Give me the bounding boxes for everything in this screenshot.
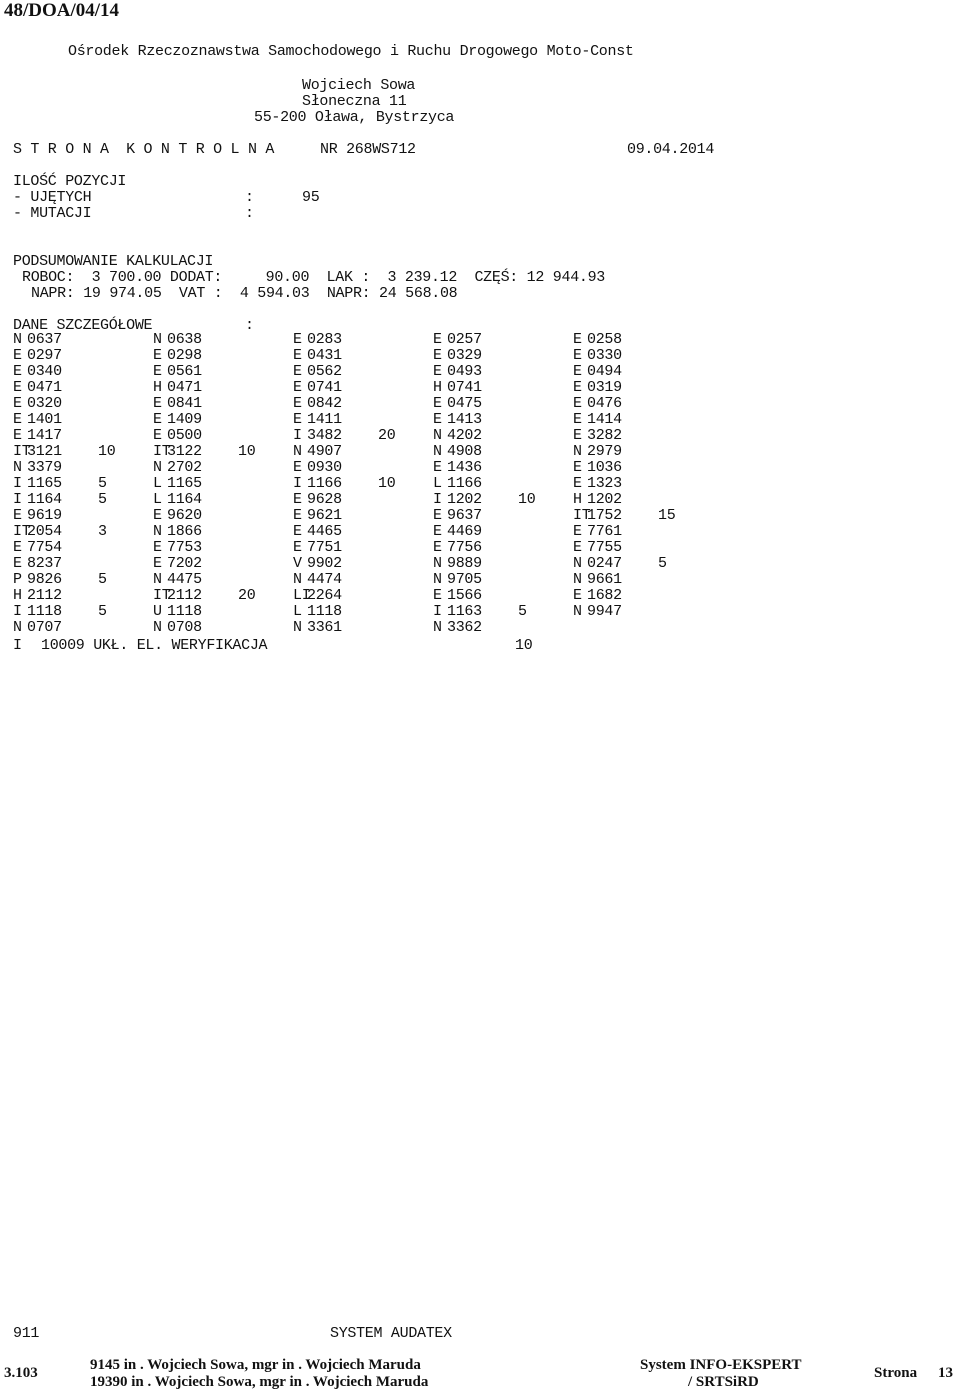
entry-number: 2702 [167, 459, 202, 476]
entry-number: 1409 [167, 411, 202, 428]
entry-number: 0471 [27, 379, 62, 396]
entry-code: E [433, 539, 442, 556]
entry-number: 4475 [167, 571, 202, 588]
entry-code: E [153, 395, 162, 412]
entry-number: 9889 [447, 555, 482, 572]
entry-qty: 3 [98, 523, 107, 540]
entry-code: E [153, 555, 162, 572]
entry-code: H [13, 587, 22, 604]
entry-code: E [153, 539, 162, 556]
owner-name: Wojciech Sowa [302, 77, 416, 94]
entry-number: 3379 [27, 459, 62, 476]
entry-qty: 5 [98, 475, 107, 492]
entry-code: E [573, 539, 582, 556]
version-number: 3.103 [4, 1365, 38, 1381]
entry-code: P [13, 571, 22, 588]
entry-code: N [433, 427, 442, 444]
entry-number: 1436 [447, 459, 482, 476]
entry-code: N [293, 443, 302, 460]
entry-code: E [13, 411, 22, 428]
entry-code: E [433, 411, 442, 428]
entry-code: E [573, 411, 582, 428]
entry-code: E [153, 507, 162, 524]
entry-code: E [573, 523, 582, 540]
entry-code: L [293, 603, 302, 620]
entry-number: 7753 [167, 539, 202, 556]
entry-number: 1413 [447, 411, 482, 428]
entry-code: N [13, 459, 22, 476]
entry-number: 7751 [307, 539, 342, 556]
entry-number: 2054 [27, 523, 62, 540]
entry-number: 0330 [587, 347, 622, 364]
entry-number: 0493 [447, 363, 482, 380]
entry-number: 0637 [27, 331, 62, 348]
entry-number: 0741 [447, 379, 482, 396]
entry-number: 2112 [167, 587, 202, 604]
entry-code: E [153, 427, 162, 444]
entry-number: 0258 [587, 331, 622, 348]
entry-code: V [293, 555, 302, 572]
entry-number: 2264 [307, 587, 342, 604]
entry-code: L [153, 475, 162, 492]
document-id: 48/DOA/04/14 [4, 0, 120, 21]
entry-number: 0320 [27, 395, 62, 412]
entry-number: 1202 [447, 491, 482, 508]
system-label: System INFO-EKSPERT [640, 1357, 802, 1373]
summary-heading: PODSUMOWANIE KALKULACJI [13, 253, 214, 270]
entry-number: 1566 [447, 587, 482, 604]
document-date: 09.04.2014 [627, 141, 715, 158]
entry-code: E [293, 363, 302, 380]
entry-number: 1682 [587, 587, 622, 604]
entry-code: N [433, 555, 442, 572]
entry-code: E [433, 459, 442, 476]
entry-code: IT [153, 587, 171, 604]
entry-number: 3362 [447, 619, 482, 636]
entry-code: L [433, 475, 442, 492]
entry-number: 1164 [167, 491, 202, 508]
entry-number: 2979 [587, 443, 622, 460]
entry-number: 9621 [307, 507, 342, 524]
entry-number: 1118 [27, 603, 62, 620]
entry-number: 0247 [587, 555, 622, 572]
positions-colon: : [245, 205, 254, 222]
owner-city: 55-200 Oława, Bystrzyca [254, 109, 455, 126]
system-label-sub: / SRTSiRD [688, 1374, 759, 1390]
entry-number: 3282 [587, 427, 622, 444]
entry-number: 0471 [167, 379, 202, 396]
entry-number: 1166 [447, 475, 482, 492]
entry-number: 0476 [587, 395, 622, 412]
entry-number: 0431 [307, 347, 342, 364]
page-label: Strona [874, 1365, 918, 1381]
positions-colon: : [245, 189, 254, 206]
entry-code: E [13, 539, 22, 556]
entry-code: I [293, 475, 302, 492]
entry-number: 9661 [587, 571, 622, 588]
entry-number: 3361 [307, 619, 342, 636]
entry-number: 0707 [27, 619, 62, 636]
details-colon: : [245, 317, 254, 334]
entry-qty: 5 [98, 571, 107, 588]
entry-code: IT [13, 523, 31, 540]
system-code: 911 [13, 1325, 40, 1342]
verification-code: I [13, 637, 22, 654]
verification-value: 10 [515, 637, 533, 654]
company-name: Ośrodek Rzeczoznawstwa Samochodowego i Ruchu Drogowego Moto-Const [68, 43, 634, 60]
entry-qty: 5 [98, 491, 107, 508]
entry-number: 9947 [587, 603, 622, 620]
entry-number: 0741 [307, 379, 342, 396]
entry-number: 0494 [587, 363, 622, 380]
entry-qty: 20 [238, 587, 256, 604]
entry-number: 2112 [27, 587, 62, 604]
entry-code: E [293, 379, 302, 396]
entry-number: 9619 [27, 507, 62, 524]
entry-number: 0319 [587, 379, 622, 396]
entry-number: 0638 [167, 331, 202, 348]
entry-number: 0708 [167, 619, 202, 636]
license-line: 9145 in . Wojciech Sowa, mgr in . Wojciech Maruda [90, 1357, 421, 1373]
license-line: 19390 in . Wojciech Sowa, mgr in . Wojciech Maruda [90, 1374, 429, 1390]
summary-line: NAPR: 19 974.05 VAT : 4 594.03 NAPR: 24 568.08 [31, 285, 458, 302]
entry-number: 1165 [167, 475, 202, 492]
entry-number: 0297 [27, 347, 62, 364]
entry-code: I [433, 491, 442, 508]
entry-code: N [433, 571, 442, 588]
summary-line: ROBOC: 3 700.00 DODAT: 90.00 LAK : 3 239.12 CZĘŚ: 12 944.93 [22, 269, 605, 286]
entry-qty: 10 [238, 443, 256, 460]
entry-code: U [153, 603, 162, 620]
entry-number: 0562 [307, 363, 342, 380]
entry-number: 7754 [27, 539, 62, 556]
entry-code: I [293, 427, 302, 444]
entry-number: 9705 [447, 571, 482, 588]
entry-number: 1417 [27, 427, 62, 444]
entry-number: 0257 [447, 331, 482, 348]
entry-code: L [153, 491, 162, 508]
entry-number: 0340 [27, 363, 62, 380]
positions-heading: ILOŚĆ POZYCJI [13, 173, 127, 190]
entry-code: N [293, 619, 302, 636]
entry-code: E [433, 347, 442, 364]
entry-code: H [433, 379, 442, 396]
entry-code: E [293, 507, 302, 524]
positions-value: 95 [302, 189, 320, 206]
entry-code: N [573, 571, 582, 588]
entry-number: 0283 [307, 331, 342, 348]
entry-number: 3482 [307, 427, 342, 444]
entry-code: E [573, 475, 582, 492]
entry-code: LI [293, 587, 311, 604]
entry-number: 0841 [167, 395, 202, 412]
entry-code: E [573, 347, 582, 364]
system-name: SYSTEM AUDATEX [330, 1325, 452, 1342]
entry-qty: 20 [378, 427, 396, 444]
entry-code: N [573, 555, 582, 572]
entry-qty: 10 [98, 443, 116, 460]
entry-code: N [293, 571, 302, 588]
entry-number: 0842 [307, 395, 342, 412]
page-number: 13 [938, 1365, 953, 1381]
entry-number: 7761 [587, 523, 622, 540]
entry-code: E [293, 523, 302, 540]
entry-code: N [13, 331, 22, 348]
entry-number: 0561 [167, 363, 202, 380]
entry-code: H [153, 379, 162, 396]
entry-number: 1866 [167, 523, 202, 540]
entry-code: E [13, 347, 22, 364]
entry-code: E [433, 507, 442, 524]
entry-code: E [433, 331, 442, 348]
entry-code: E [433, 587, 442, 604]
entry-code: E [13, 379, 22, 396]
entry-number: 0475 [447, 395, 482, 412]
entry-code: IT [13, 443, 31, 460]
entry-number: 9902 [307, 555, 342, 572]
entry-code: I [13, 475, 22, 492]
positions-label: - UJĘTYCH [13, 189, 92, 206]
entry-number: 0298 [167, 347, 202, 364]
entry-code: IT [153, 443, 171, 460]
entry-code: E [573, 427, 582, 444]
entry-code: N [13, 619, 22, 636]
entry-code: E [573, 363, 582, 380]
entry-number: 3121 [27, 443, 62, 460]
entry-number: 1202 [587, 491, 622, 508]
entry-number: 1166 [307, 475, 342, 492]
entry-code: E [573, 379, 582, 396]
entry-number: 0500 [167, 427, 202, 444]
entry-code: E [573, 331, 582, 348]
entry-code: E [13, 363, 22, 380]
entry-qty: 5 [518, 603, 527, 620]
entry-number: 1165 [27, 475, 62, 492]
entry-number: 0329 [447, 347, 482, 364]
entry-qty: 15 [658, 507, 676, 524]
entry-code: E [153, 363, 162, 380]
entry-code: E [13, 427, 22, 444]
entry-qty: 10 [378, 475, 396, 492]
entry-code: E [293, 459, 302, 476]
entry-number: 7755 [587, 539, 622, 556]
entry-number: 9637 [447, 507, 482, 524]
details-heading: DANE SZCZEGÓŁOWE [13, 317, 153, 334]
entry-code: E [13, 507, 22, 524]
entry-code: E [573, 395, 582, 412]
entry-code: I [13, 491, 22, 508]
entry-number: 1118 [167, 603, 202, 620]
entry-code: E [293, 395, 302, 412]
entry-code: N [433, 619, 442, 636]
entry-code: I [13, 603, 22, 620]
entry-number: 4474 [307, 571, 342, 588]
document-number: NR 268WS712 [320, 141, 416, 158]
entry-number: 4907 [307, 443, 342, 460]
entry-number: 1323 [587, 475, 622, 492]
entry-code: E [13, 555, 22, 572]
entry-qty: 10 [518, 491, 536, 508]
entry-number: 9826 [27, 571, 62, 588]
entry-code: E [153, 411, 162, 428]
entry-code: E [293, 347, 302, 364]
entry-number: 9620 [167, 507, 202, 524]
entry-number: 4469 [447, 523, 482, 540]
entry-number: 1118 [307, 603, 342, 620]
entry-number: 0930 [307, 459, 342, 476]
entry-number: 3122 [167, 443, 202, 460]
entry-code: E [433, 523, 442, 540]
entry-code: E [573, 587, 582, 604]
entry-number: 1414 [587, 411, 622, 428]
entry-code: E [293, 331, 302, 348]
entry-qty: 5 [98, 603, 107, 620]
entry-code: N [153, 331, 162, 348]
entry-number: 7756 [447, 539, 482, 556]
positions-label: - MUTACJI [13, 205, 92, 222]
verification-text: 10009 UKŁ. EL. WERYFIKACJA [41, 637, 268, 654]
entry-number: 1411 [307, 411, 342, 428]
entry-code: E [153, 347, 162, 364]
entry-number: 1401 [27, 411, 62, 428]
entry-qty: 5 [658, 555, 667, 572]
entry-code: E [293, 411, 302, 428]
entry-code: N [153, 459, 162, 476]
entry-code: N [153, 523, 162, 540]
entry-code: E [433, 395, 442, 412]
entry-code: E [293, 491, 302, 508]
entry-number: 9628 [307, 491, 342, 508]
entry-number: 8237 [27, 555, 62, 572]
entry-code: N [573, 603, 582, 620]
entry-code: N [153, 571, 162, 588]
page-title: S T R O N A K O N T R O L N A [13, 141, 275, 158]
entry-code: IT [573, 507, 591, 524]
entry-number: 4465 [307, 523, 342, 540]
entry-number: 1752 [587, 507, 622, 524]
entry-number: 1163 [447, 603, 482, 620]
entry-code: H [573, 491, 582, 508]
entry-code: E [573, 459, 582, 476]
entry-code: E [293, 539, 302, 556]
entry-code: E [433, 363, 442, 380]
entry-number: 1036 [587, 459, 622, 476]
entry-number: 1164 [27, 491, 62, 508]
owner-street: Słoneczna 11 [302, 93, 407, 110]
entry-number: 4908 [447, 443, 482, 460]
entry-code: I [433, 603, 442, 620]
entry-code: N [153, 619, 162, 636]
entry-code: N [573, 443, 582, 460]
entry-code: N [433, 443, 442, 460]
entry-number: 4202 [447, 427, 482, 444]
entry-code: E [13, 395, 22, 412]
entry-number: 7202 [167, 555, 202, 572]
